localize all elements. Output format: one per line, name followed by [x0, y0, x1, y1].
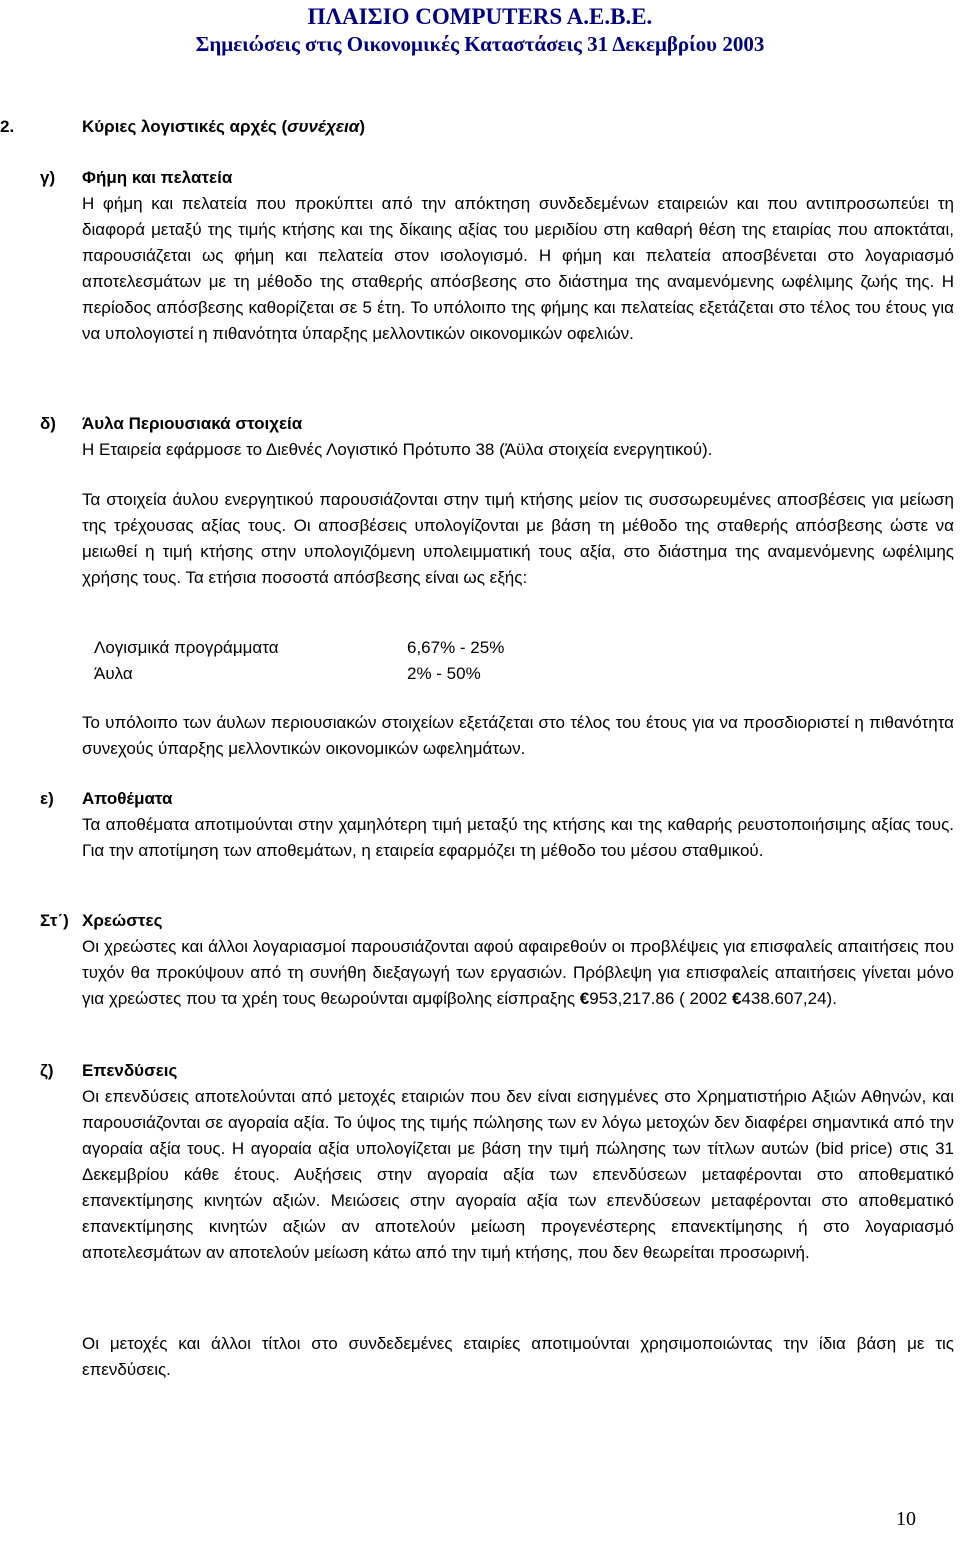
- rate-label: Άυλα: [94, 664, 133, 683]
- item-z-title: Επενδύσεις: [82, 1061, 178, 1080]
- company-header: ΠΛΑΙΣΙΟ COMPUTERS A.E.B.E.: [307, 4, 653, 29]
- item-g-text: Η φήμη και πελατεία που προκύπτει από την απόκτηση συνδεδεμένων εταιρειών και που αντιπροσωπεύει τη διαφορά μεταξύ της τιμής κτήσης και της δίκαιης αξίας του μεριδίου στη καθαρή θέση της εταιρίας που αποκτάται, παρουσιάζεται ως φήμη και πελατεία στον ισολογισμό. Η φήμη και πελατεία αποσβένεται στο λογαριασμό αποτελεσμάτων με τη μέθοδο της σταθερής απόσβεσης στο διάστημα της αναμενόμενης ωφέλιμης ζωής της. Η περίοδος απόσβεσης καθορίζεται σε 5 έτη. Το υπόλοιπο της φήμης και πελατείας εξετάζεται στο τέλος του έτους για να υπολογιστεί η πιθανότητα ύπαρξης μελλοντικών οικονομικών οφελιών.: [82, 194, 954, 343]
- item-g-title: Φήμη και πελατεία: [82, 168, 233, 187]
- item-st-marker: Στ΄): [40, 911, 69, 930]
- page-number: 10: [896, 1508, 916, 1530]
- item-st-amount-2003: 953,217.86: [589, 989, 675, 1008]
- item-g: [82, 165, 954, 347]
- item-d-marker: δ): [40, 414, 56, 433]
- item-st-title: Χρεώστες: [82, 911, 163, 930]
- item-d-text2: Τα στοιχεία άυλου ενεργητικού παρουσιάζονται στην τιμή κτήσης μείον τις συσσωρευμένες αποσβέσεις για μείωση της τρέχουσας αξίας τους. Οι αποσβέσεις υπολογίζονται με βάση τη μέθοδο της σταθερής απόσβεσης ώστε να μειωθεί η τιμή κτήσης στην υπολογιζόμενη υπολειμματική τους αξία, στο διάστημα της αναμενόμενης ωφέλιμης χρήσης τους. Τα ετήσια ποσοστά απόσβεσης είναι ως εξής:: [82, 490, 954, 587]
- rate-label: Λογισμικά προγράμματα: [94, 638, 279, 657]
- item-e: [82, 786, 954, 864]
- item-st-amount-2002: 438.607,24).: [741, 989, 837, 1008]
- item-g-marker: γ): [40, 168, 56, 187]
- item-z-marker: ζ): [40, 1061, 54, 1080]
- rate-value: 2% - 50%: [407, 664, 481, 683]
- item-st-paragraph: [82, 934, 954, 1012]
- item-d-body: [82, 487, 954, 591]
- item-z-text2: Οι μετοχές και άλλοι τίτλοι στο συνδεδεμένες εταιρίες αποτιμούνται χρησιμοποιώντας την ίδια βάση με τις επενδύσεις.: [82, 1334, 954, 1379]
- section-number: 2.: [0, 117, 15, 136]
- item-z-text1: Οι επενδύσεις αποτελούνται από μετοχές εταιριών που δεν είναι εισηγμένες στο Χρηματιστήριο Αξιών Αθηνών, και παρουσιάζονται σε αγοραία αξία. Το ύψος της τιμής πώλησης των εν λόγω μετοχών δεν διαφέρει σημαντικά από την αγοραία αξία τους. Η αγοραία αξία υπολογίζεται με βάση την τιμή πώλησης των τίτλων αυτών (bid price) στις 31 Δεκεμβρίου κάθε έτους. Αυξήσεις στην αγοραία αξία των επενδύσεων μεταφέρονται στο αποθεματικό επανεκτίμησης κινητών αξιών. Μειώσεις στην αγοραία αξία των επενδύσεων μεταφέρονται στο αποθεματικό επανεκτίμησης κινητών αξιών αν αποτελούν μείωση προγενέστερης επανεκτίμησης ή στο λογαριασμό αποτελεσμάτων αν αποτελούν μείωση κάτω από την τιμή κτήσης, που δεν θεωρείται προσωρινή.: [82, 1087, 954, 1262]
- item-z-body: [82, 1331, 954, 1383]
- section-title: Κύριες λογιστικές αρχές: [82, 117, 277, 136]
- item-e-text: Τα αποθέματα αποτιμούνται στην χαμηλότερη τιμή μεταξύ της κτήσης και της καθαρής ρευστοποιήσιμης αξίας τους. Για την αποτίμηση των αποθεμάτων, η εταιρεία εφαρμόζει τη μέθοδο του μέσου σταθμικού.: [82, 815, 954, 860]
- section-continued: συνέχεια: [287, 117, 360, 136]
- rate-value: 6,67% - 25%: [407, 638, 505, 657]
- item-z: [82, 1058, 954, 1266]
- item-d-title: Άυλα Περιουσιακά στοιχεία: [82, 414, 303, 433]
- document-subtitle: Σημειώσεις στις Οικονομικές Καταστάσεις 31 Δεκεμβρίου 2003: [195, 32, 765, 56]
- euro-icon: €: [732, 989, 742, 1008]
- item-d-text3: Το υπόλοιπο των άυλων περιουσιακών στοιχείων εξετάζεται στο τέλος του έτους για να προσδιοριστεί η πιθανότητα συνεχούς ύπαρξης μελλοντικών οικονομικών ωφελημάτων.: [82, 713, 954, 758]
- item-d-closing: [82, 710, 954, 762]
- item-st-text: Οι χρεώστες και άλλοι λογαριασμοί παρουσιάζονται αφού αφαιρεθούν οι προβλέψεις για επισφαλείς απαιτήσεις που τυχόν θα προκύψουν από τη συνήθη διεξαγωγή των εργασιών. Πρόβλεψη για επισφαλείς απαιτήσεις γίνεται μόνο για χρεώστες που τα χρέη τους θεωρούνται αμφίβολης είσπραξης: [82, 937, 954, 1008]
- item-d: [82, 411, 954, 463]
- euro-icon: €: [579, 989, 590, 1008]
- item-st-year-prefix: ( 2002: [679, 989, 728, 1008]
- item-e-title: Αποθέματα: [82, 789, 173, 808]
- item-e-marker: ε): [40, 789, 54, 808]
- item-st: [82, 908, 954, 1012]
- item-d-text1: Η Εταιρεία εφάρμοσε το Διεθνές Λογιστικό Πρότυπο 38 (Άϋλα στοιχεία ενεργητικού).: [82, 440, 713, 459]
